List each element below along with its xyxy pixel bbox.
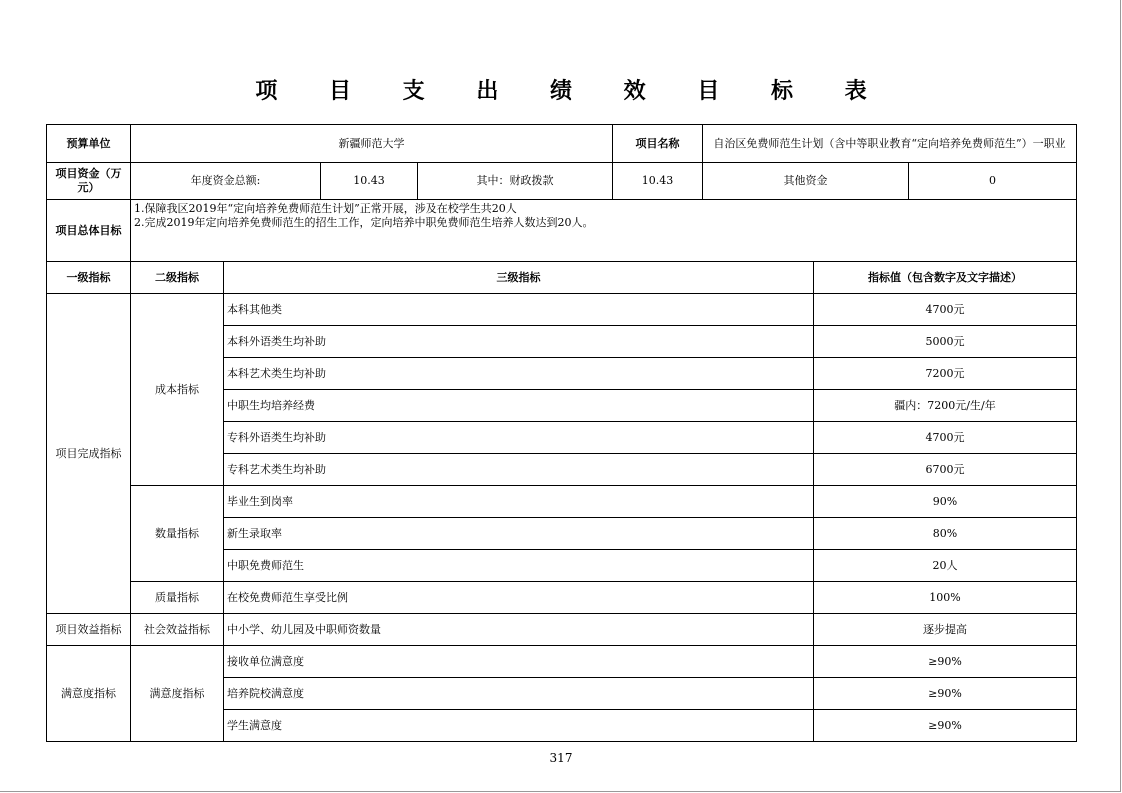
indicator-value: 4700元	[814, 422, 1077, 454]
indicator-name: 本科艺术类生均补助	[224, 358, 814, 390]
indicator-name: 学生满意度	[224, 710, 814, 742]
indicator-name: 中职生均培养经费	[224, 390, 814, 422]
other-funds-value: 0	[909, 163, 1077, 200]
fiscal-value: 10.43	[613, 163, 703, 200]
indicator-value: ≥90%	[814, 710, 1077, 742]
indicator-name: 在校免费师范生享受比例	[224, 582, 814, 614]
page-title: 项 目 支 出 绩 效 目 标 表	[255, 79, 889, 104]
subgroup-quality: 质量指标	[131, 582, 224, 614]
budget-unit-label: 预算单位	[47, 125, 131, 163]
project-name-value: 自治区免费师范生计划（含中等职业教育“定向培养免费师范生”）一职业	[703, 125, 1077, 163]
indicator-value: ≥90%	[814, 678, 1077, 710]
indicator-name: 专科艺术类生均补助	[224, 454, 814, 486]
annual-total-value: 10.43	[321, 163, 418, 200]
indicator-name: 中职免费师范生	[224, 550, 814, 582]
indicator-value: 6700元	[814, 454, 1077, 486]
col-value-header: 指标值（包含数字及文字描述）	[814, 262, 1077, 294]
indicator-name: 毕业生到岗率	[224, 486, 814, 518]
group-benefit: 项目效益指标	[47, 614, 131, 646]
page-number: 317	[549, 751, 573, 765]
group-completion: 项目完成指标	[47, 294, 131, 614]
goal-text	[131, 200, 1077, 262]
indicator-value: 80%	[814, 518, 1077, 550]
indicator-name: 专科外语类生均补助	[224, 422, 814, 454]
performance-target-table	[46, 124, 1077, 742]
budget-unit-value: 新疆师范大学	[131, 125, 613, 163]
col-level1-header: 一级指标	[47, 262, 131, 294]
indicator-value: 5000元	[814, 326, 1077, 358]
indicator-value: 疆内：7200元/生/年	[814, 390, 1077, 422]
subgroup-social: 社会效益指标	[131, 614, 224, 646]
subgroup-quantity: 数量指标	[131, 486, 224, 582]
indicator-name: 本科其他类	[224, 294, 814, 326]
indicator-name: 培养院校满意度	[224, 678, 814, 710]
subgroup-satisfaction: 满意度指标	[131, 646, 224, 742]
indicator-value: 4700元	[814, 294, 1077, 326]
other-funds-label: 其他资金	[703, 163, 909, 200]
indicator-value: 90%	[814, 486, 1077, 518]
indicator-name: 新生录取率	[224, 518, 814, 550]
indicator-name: 本科外语类生均补助	[224, 326, 814, 358]
funds-label: 项目资金（万元）	[47, 163, 131, 200]
indicator-value: 20人	[814, 550, 1077, 582]
indicator-name: 接收单位满意度	[224, 646, 814, 678]
goal-line-1: 1.保障我区2019年“定向培养免费师范生计划”正常开展，涉及在校学生共20人	[134, 202, 517, 215]
indicator-value: ≥90%	[814, 646, 1077, 678]
indicator-value: 逐步提高	[814, 614, 1077, 646]
group-satisfaction: 满意度指标	[47, 646, 131, 742]
indicator-value: 100%	[814, 582, 1077, 614]
goal-line-2: 2.完成2019年定向培养免费师范生的招生工作，定向培养中职免费师范生培养人数达到20人。	[134, 216, 594, 229]
goal-label: 项目总体目标	[47, 200, 131, 262]
indicator-value: 7200元	[814, 358, 1077, 390]
subgroup-cost: 成本指标	[131, 294, 224, 486]
col-level3-header: 三级指标	[224, 262, 814, 294]
fiscal-label: 其中：财政拨款	[418, 163, 613, 200]
annual-total-label: 年度资金总额:	[131, 163, 321, 200]
project-name-label: 项目名称	[613, 125, 703, 163]
col-level2-header: 二级指标	[131, 262, 224, 294]
indicator-name: 中小学、幼儿园及中职师资数量	[224, 614, 814, 646]
